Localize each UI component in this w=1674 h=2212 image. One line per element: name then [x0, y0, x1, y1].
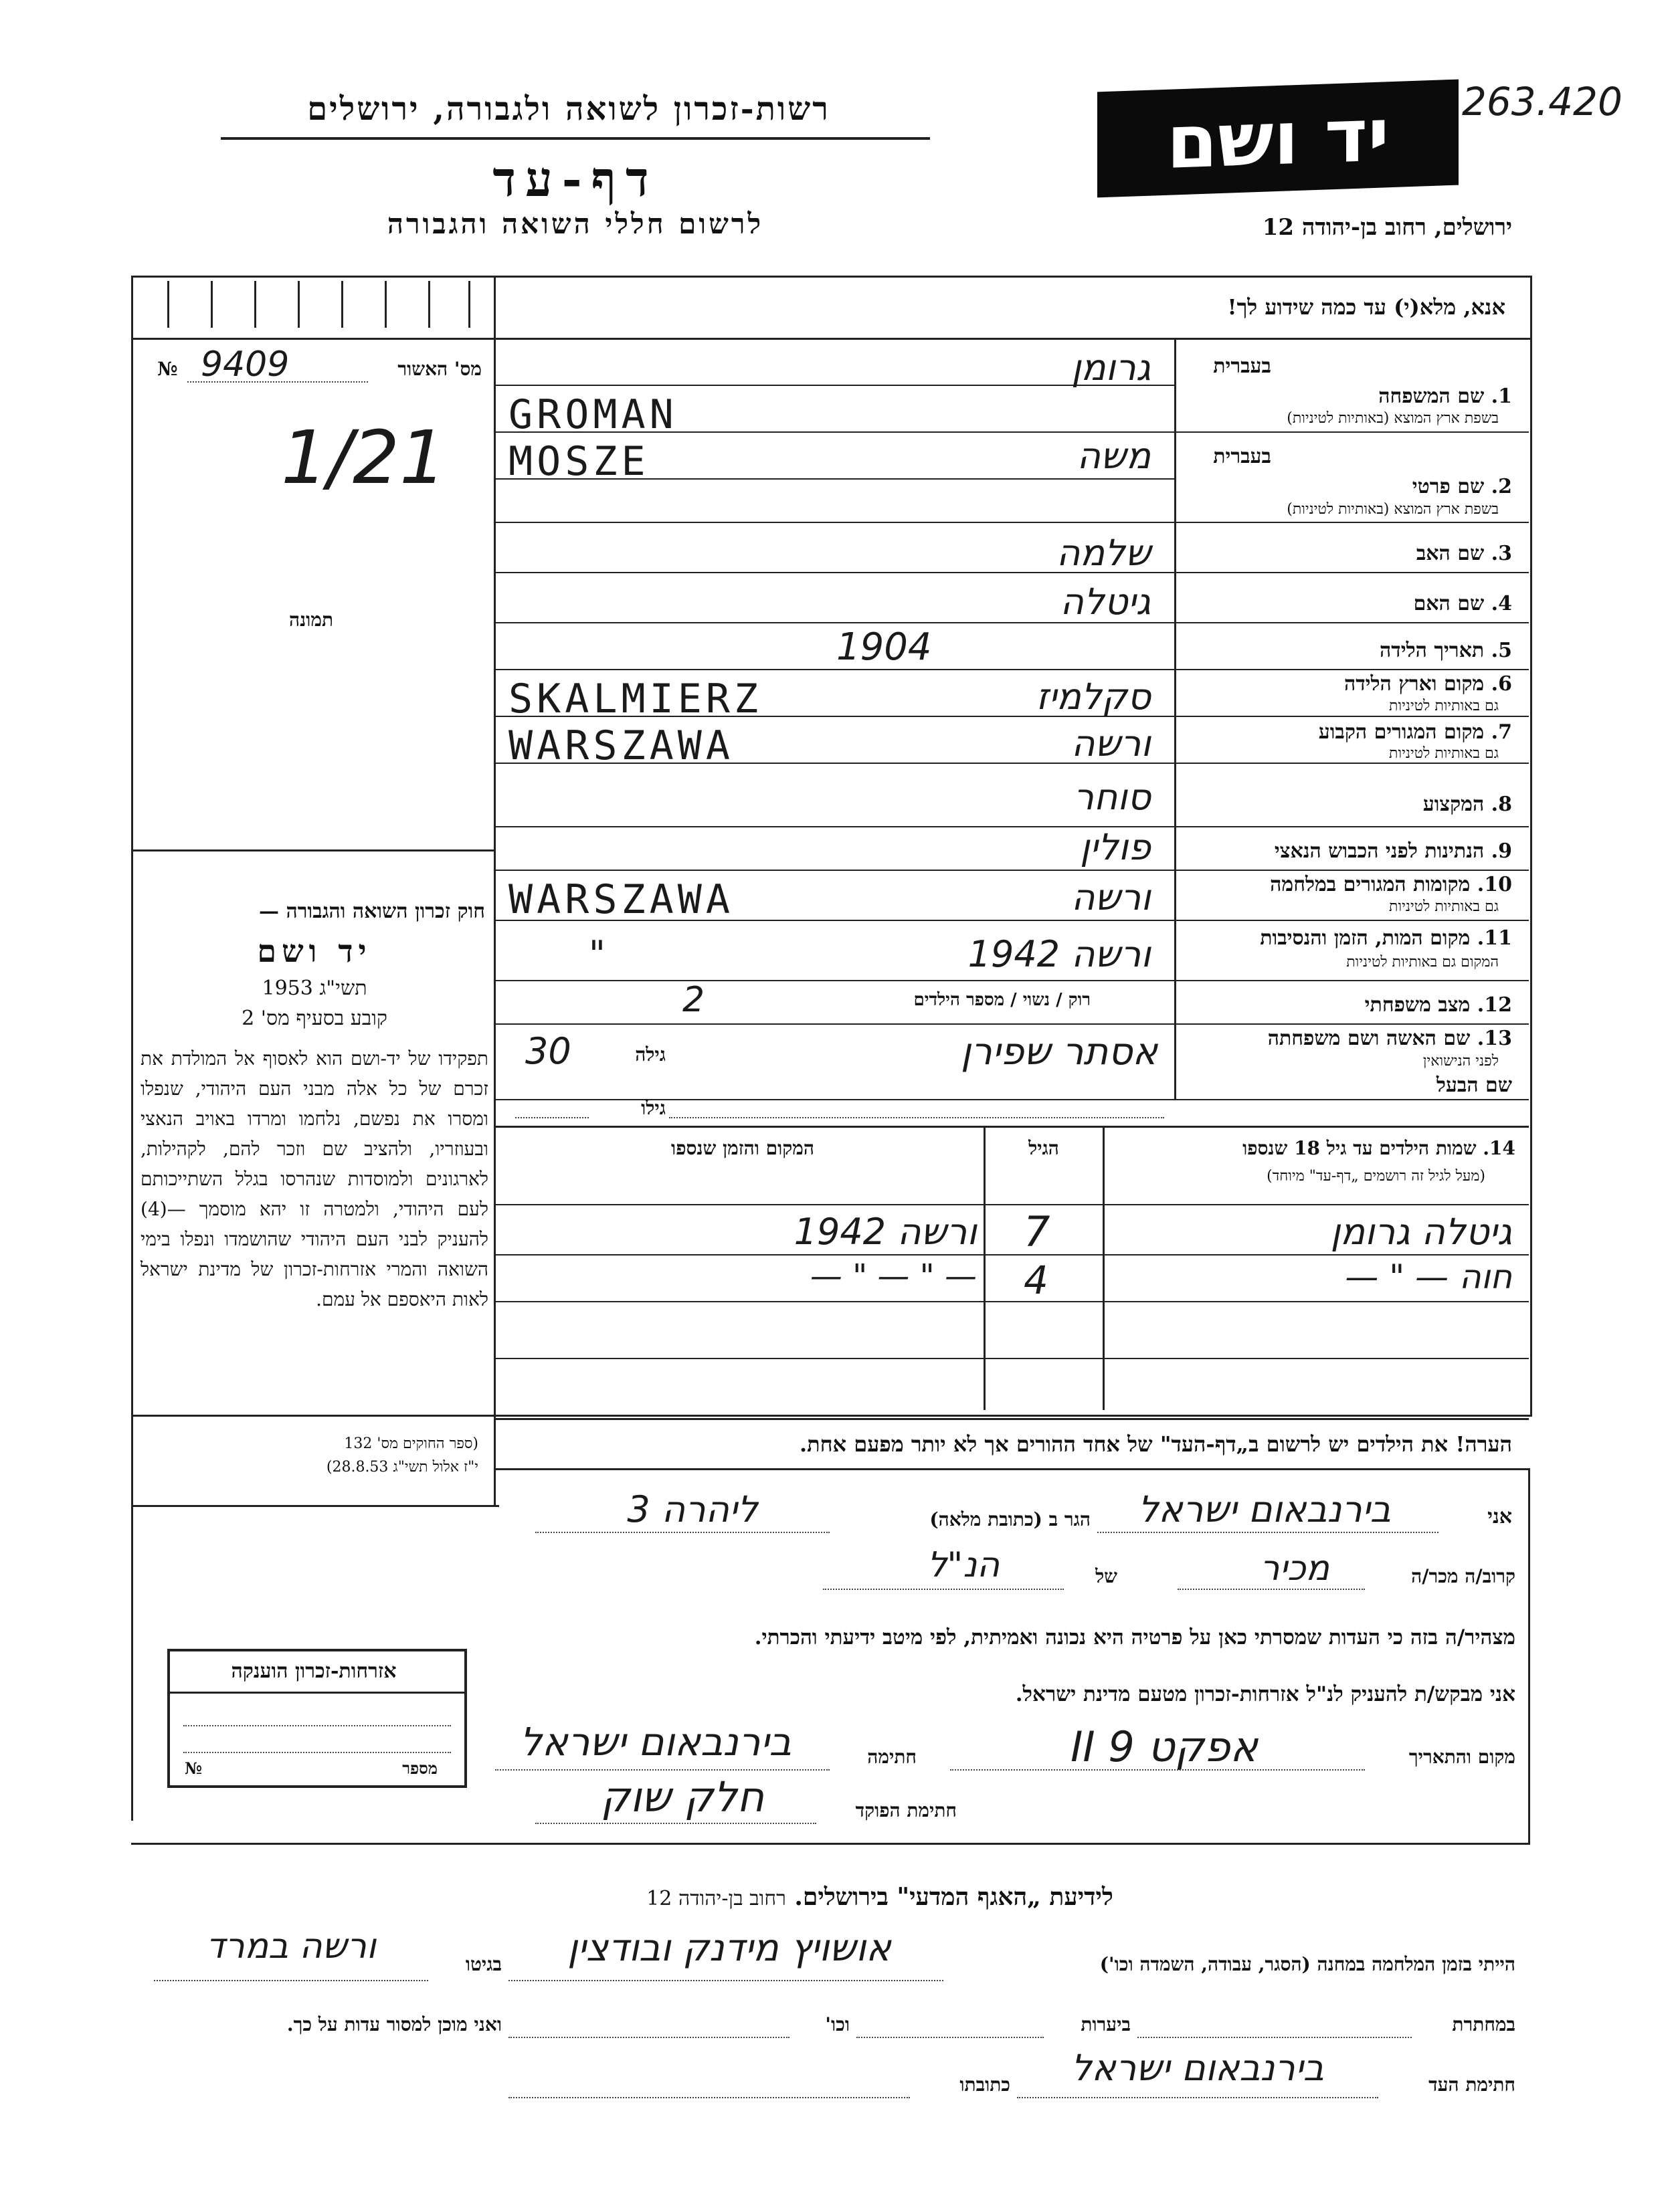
field-13-value: אסתר שפירן	[960, 1030, 1157, 1074]
field-13-label	[1184, 1027, 1512, 1050]
divider	[496, 1126, 1529, 1128]
field-13-age-label: גילה	[635, 1043, 666, 1066]
field-12-label	[1191, 993, 1512, 1017]
box-number-label: מספר	[402, 1758, 438, 1778]
field-9-value: פולין	[1080, 826, 1151, 868]
children-label	[1111, 1137, 1515, 1160]
field-2-title: שם פרטי	[1412, 475, 1485, 498]
field-5-num: 5.	[1491, 639, 1512, 662]
decl-officer-label: חתימת הפוקד	[855, 1799, 957, 1821]
field-1-num: 1.	[1491, 385, 1512, 408]
field-5-title: תאריך הלידה	[1380, 639, 1485, 662]
decl-request: אני מבקש/ת להעניק לנ"ל אזרחות-זכרון מטעם מדינת ישראל.	[1015, 1682, 1515, 1706]
field-husband-age-label: גילו	[641, 1097, 666, 1119]
law-name: יד ושם	[257, 933, 372, 969]
decl-officer-signature: חלק שוק	[600, 1773, 765, 1821]
field-3-label	[1191, 542, 1512, 565]
approval-number: 9409	[201, 344, 290, 385]
field-4-label	[1191, 592, 1512, 615]
divider	[131, 1843, 1530, 1845]
field-6-num: 6.	[1491, 672, 1512, 696]
field-6-latin-value: SKALMIERZ	[508, 676, 763, 722]
box-no-symbol: №	[185, 1758, 203, 1778]
law-clause: קובע בסעיף מס' 2	[242, 1007, 387, 1030]
form-subtitle: לרשום חללי השואה והגבורה	[387, 207, 764, 240]
field-10-title: מקומות המגורים במלחמה	[1270, 873, 1471, 896]
header-address: ירושלים, רחוב בן-יהודה 12	[1262, 214, 1512, 241]
decl-of-label: של	[1095, 1565, 1117, 1587]
approval-no-symbol: №	[157, 358, 178, 380]
divider	[131, 849, 496, 851]
divider	[131, 338, 1530, 340]
field-4-num: 4.	[1491, 592, 1512, 615]
bottom-camp-value: אושויץ מידנק ובודצין	[567, 1926, 891, 1970]
field-2-latin-value: MOSZE	[508, 438, 650, 485]
field-11-title: מקום המות, הזמן והנסיבות	[1260, 926, 1471, 950]
field-6-sub: גם באותיות לטיניות	[1389, 698, 1499, 714]
child-1-age: 7	[1024, 1207, 1050, 1256]
field-2-label	[1191, 475, 1512, 498]
field-11-hebrew-value: ורשה 1942	[967, 933, 1151, 975]
law-ref-2: י"ז אלול תשי"ג 28.8.53)	[326, 1459, 478, 1476]
bottom-forest-label: ביערות	[1081, 2013, 1131, 2035]
divider	[221, 137, 930, 140]
decl-of-value: הנ"ל	[927, 1545, 1000, 1585]
field-13-sub: לפני הנישואין	[1422, 1053, 1499, 1070]
children-num: 14.	[1483, 1137, 1515, 1159]
field-7-title: מקום המגורים הקבוע	[1318, 720, 1485, 744]
field-1-hebrew-tag: בעברית	[1213, 355, 1271, 378]
law-text: תפקידו של יד-ושם הוא לאסוף אל המולדת את זכרם של כל אלה מבני העם היהודי, שנפלו ומסרו את נפשם, נלחמו ומרדו באויב הנאצי ובעוזריו, ולהציב שם וזכר להם, לקהילות, לארגונים ולמוסדות שנהרסו בגלל השתייכותם לעם היהודי, ולמטרה זו יהא מוסמך —(4) להעניק לבני העם היהודי שהושמדו ונפלו בימי השואה והמרי אזרחות-זכרון של מדינת ישראל לאות היאספם אל עמם.	[141, 1047, 488, 1310]
photo-label: תמונה	[288, 609, 334, 631]
field-5-label	[1191, 639, 1512, 662]
field-7-sub: גם באותיות לטיניות	[1389, 745, 1499, 762]
sidebar-divider	[494, 276, 496, 1506]
field-4-title: שם האם	[1413, 592, 1485, 615]
decl-address: ליהרה 3	[627, 1488, 758, 1530]
decl-i-label: אני	[1487, 1505, 1512, 1528]
child-1-place: ורשה 1942	[794, 1211, 977, 1253]
child-2-place: — " — " —	[810, 1258, 977, 1295]
field-4-value: גיטלה	[1060, 581, 1151, 623]
field-7-label	[1191, 720, 1512, 744]
field-9-label	[1184, 839, 1512, 863]
decl-name: בירנבאום ישראל	[1137, 1488, 1392, 1530]
field-1-label	[1191, 385, 1512, 408]
child-2-age: 4	[1024, 1258, 1048, 1303]
field-3-value: שלמה	[1056, 532, 1151, 574]
field-1-hebrew-value: גרומן	[1071, 346, 1151, 389]
field-8-value: סוחר	[1073, 776, 1151, 818]
divider	[496, 1468, 1529, 1470]
field-1-title: שם המשפחה	[1378, 385, 1485, 408]
instruction: אנא, מלא(י) עד כמה שידוע לך!	[1227, 294, 1505, 320]
field-9-title: הנתינות לפני הכבוש הנאצי	[1274, 839, 1485, 863]
field-11-latin-value: "	[589, 933, 606, 975]
field-7-num: 7.	[1491, 720, 1512, 744]
divider	[131, 1505, 499, 1507]
field-5-value: 1904	[836, 625, 932, 669]
field-10-sub: גם באותיות לטיניות	[1389, 898, 1499, 915]
field-2-num: 2.	[1491, 475, 1512, 498]
field-13-num: 13.	[1477, 1027, 1512, 1050]
field-11-label	[1184, 926, 1512, 950]
law-year: תשי"ג 1953	[262, 977, 367, 1000]
field-1-latin-value: GROMAN	[508, 391, 678, 438]
field-10-latin-value: WARSZAWA	[508, 876, 734, 923]
field-6-title: מקום וארץ הלידה	[1343, 672, 1485, 696]
field-3-num: 3.	[1491, 542, 1512, 565]
decl-place-date-label: מקום והתאריך	[1408, 1746, 1515, 1768]
field-12-title: מצב משפחתי	[1364, 993, 1471, 1017]
field-2-hebrew-tag: בעברית	[1213, 445, 1271, 468]
box-title: אזרחות-זכרון הוענקה	[231, 1660, 397, 1683]
bottom-ghetto-label: בגיטו	[465, 1953, 502, 1975]
field-10-num: 10.	[1477, 873, 1512, 896]
field-7-hebrew-value: ורשה	[1071, 722, 1151, 765]
decl-signature: בירנבאום ישראל	[519, 1719, 792, 1765]
approval-label: מס' האשור	[397, 358, 482, 380]
field-9-num: 9.	[1491, 839, 1512, 863]
children-sub: (מעל לגיל זה רושמים „דף-עד" מיוחד)	[1267, 1168, 1485, 1185]
approval-fraction: 1/21	[281, 415, 447, 500]
bottom-ready: ואני מוכן למסור עדות על כך.	[286, 2013, 502, 2035]
field-6-hebrew-value: סקלמיז	[1036, 676, 1151, 718]
field-6-label	[1191, 672, 1512, 696]
code-ticks	[141, 281, 488, 328]
field-7-latin-value: WARSZAWA	[508, 722, 734, 769]
decl-signature-label: חתימה	[867, 1746, 917, 1768]
field-8-title: המקצוע	[1422, 793, 1485, 816]
children-col-age: הגיל	[1028, 1137, 1059, 1159]
law-ref-1: (ספר החוקים מס' 132	[344, 1435, 478, 1452]
decl-address-label: הגר ב (כתובת מלאה)	[929, 1508, 1091, 1530]
bottom-address: רחוב בן-יהודה 12	[646, 1887, 786, 1910]
field-1-sub: בשפת ארץ המוצא (באותיות לטיניות)	[1287, 410, 1499, 427]
law-title: חוק זכרון השואה והגבורה —	[259, 900, 485, 923]
child-2-name: חוה — " —	[1345, 1258, 1512, 1296]
bottom-witness-sig-label: חתימת העד	[1428, 2074, 1515, 2096]
note: הערה! את הילדים יש לרשום ב„דף-העד" של אחד ההורים אך לא יותר מפעם אחת.	[799, 1431, 1512, 1457]
bottom-hiding-label: במחתרת	[1452, 2013, 1515, 2035]
field-10-hebrew-value: ורשה	[1071, 876, 1151, 918]
decl-relative-label: קרוב/ה מכר/ה	[1411, 1565, 1515, 1587]
decl-statement: מצהיר/ה בזה כי העדות שמסרתי כאן על פרטיה היא נכונה ואמיתית, לפי מיטב ידיעתי והכרתי.	[754, 1625, 1515, 1649]
field-8-num: 8.	[1491, 793, 1512, 816]
field-8-label	[1191, 793, 1512, 816]
authority-title: רשות-זכרון לשואה ולגבורה, ירושלים	[307, 90, 830, 128]
field-12-printed: רוק / נשוי / מספר הילדים	[913, 990, 1091, 1010]
field-2-hebrew-value: משה	[1077, 435, 1151, 477]
child-1-name: גיטלה גרומן	[1330, 1211, 1512, 1253]
field-12-value: 2	[682, 980, 705, 1020]
bottom-etc-label: וכו'	[825, 2013, 850, 2035]
yad-vashem-logo	[1097, 80, 1459, 198]
field-husband-label: שם הבעל	[1436, 1074, 1512, 1097]
decl-relation: מכיר	[1260, 1548, 1329, 1589]
bottom-address-label: כתובתו	[959, 2074, 1010, 2096]
form-title: דף-עד	[492, 150, 658, 207]
citizenship-box	[167, 1649, 467, 1788]
logo-text: יד ושם	[1166, 92, 1390, 185]
divider	[496, 1418, 1529, 1420]
children-title: שמות הילדים עד גיל 18 שנספו	[1242, 1137, 1477, 1159]
field-2-sub: בשפת ארץ המוצא (באותיות לטיניות)	[1287, 501, 1499, 518]
field-13-title: שם האשה ושם משפחתה	[1267, 1027, 1471, 1050]
field-11-num: 11.	[1477, 926, 1512, 950]
bottom-line1-label: הייתי בזמן המלחמה במחנה (הסגר, עבודה, השמדה וכו')	[1099, 1953, 1515, 1975]
archive-number: 263.420	[1462, 79, 1622, 124]
bottom-ghetto-value: ורשה במרד	[206, 1926, 376, 1967]
label-column-divider	[1174, 340, 1176, 1099]
bottom-title-row	[535, 1883, 1224, 1911]
field-11-sub: המקום גם באותיות לטיניות	[1346, 954, 1499, 971]
field-3-title: שם האב	[1416, 542, 1485, 565]
field-12-num: 12.	[1477, 993, 1512, 1017]
bottom-witness-sig: בירנבאום ישראל	[1071, 2047, 1325, 2089]
field-10-label	[1184, 873, 1512, 896]
bottom-title: לידיעת „האגף המדעי" בירושלים.	[794, 1883, 1113, 1911]
field-13-age-value: 30	[525, 1030, 571, 1072]
children-col-place: המקום והזמן שנספו	[671, 1137, 814, 1159]
decl-place-date: אפקט 9 II	[1071, 1722, 1258, 1771]
